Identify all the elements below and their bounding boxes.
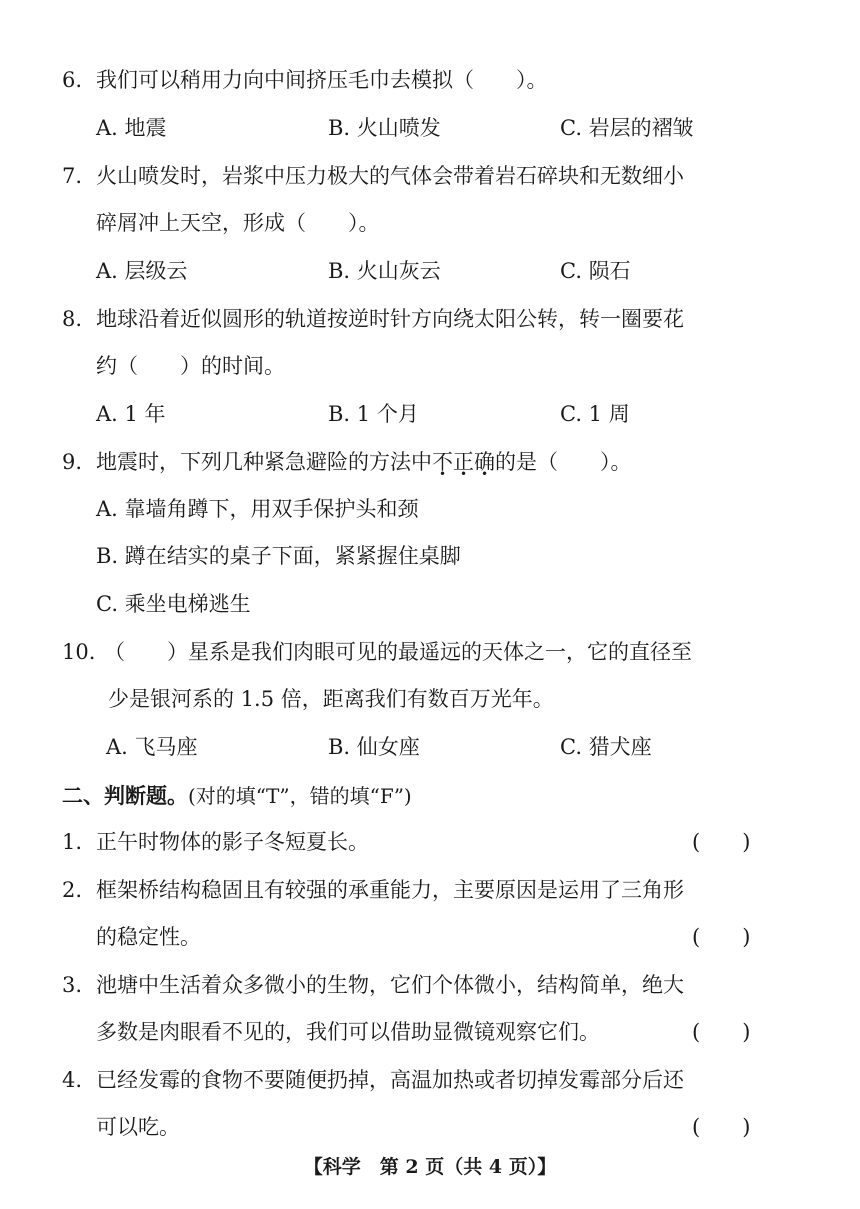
option-c: C. 1 周 (560, 402, 630, 426)
question-text-line2: 约（ ）的时间。 (96, 354, 285, 378)
answer-blank[interactable]: ( ) (692, 1020, 751, 1044)
option-a: A. 飞马座 (106, 735, 198, 759)
emphasis-char: 不 (432, 450, 453, 474)
answer-blank[interactable]: ( ) (692, 925, 751, 949)
option-c: C. 猎犬座 (560, 735, 652, 759)
option-a: A. 地震 (96, 116, 167, 140)
question-text-line1: 正午时物体的影子冬短夏长。 (96, 830, 369, 854)
option-c: C. 陨石 (560, 259, 631, 283)
section-note: (对的填“T”，错的填“F”) (188, 784, 412, 808)
question-text-line2: 碎屑冲上天空，形成（ ）。 (96, 211, 380, 235)
option-b: B. 火山喷发 (328, 116, 441, 140)
section-heading (62, 785, 412, 807)
question-number: 10. (62, 640, 96, 664)
option-c: C. 乘坐电梯逃生 (96, 592, 251, 616)
question-text-line1: 已经发霉的食物不要随便扔掉，高温加热或者切掉发霉部分后还 (96, 1068, 684, 1092)
question-text-line2: 多数是肉眼看不见的，我们可以借助显微镜观察它们。 (96, 1020, 600, 1044)
question-number: 1. (62, 830, 83, 854)
option-c: C. 岩层的褶皱 (560, 116, 694, 140)
question-text-post: 的是（ ）。 (495, 450, 632, 474)
question-text: 我们可以稍用力向中间挤压毛巾去模拟（ ）。 (96, 68, 548, 92)
question-text-line2: 的稳定性。 (96, 925, 201, 949)
option-a: A. 层级云 (96, 259, 188, 283)
question-number: 2. (62, 878, 83, 902)
question-text-line1: 池塘中生活着众多微小的生物，它们个体微小，结构简单，绝大 (96, 973, 684, 997)
question-number: 7. (62, 164, 83, 188)
option-a: A. 1 年 (96, 402, 166, 426)
question-text-line1: （ ）星系是我们肉眼可见的最遥远的天体之一，它的直径至 (104, 640, 692, 664)
option-b: B. 仙女座 (328, 735, 420, 759)
question-number: 8. (62, 307, 83, 331)
option-b: B. 蹲在结实的桌子下面，紧紧握住桌脚 (96, 544, 461, 568)
question-number: 4. (62, 1068, 83, 1092)
question-text-line2: 少是银河系的 1.5 倍，距离我们有数百万光年。 (108, 687, 554, 711)
page-footer: 【科学 第 2 页（共 4 页）】 (303, 1156, 557, 1178)
option-b: B. 1 个月 (328, 402, 419, 426)
question-text (96, 452, 632, 473)
question-text-line1: 火山喷发时，岩浆中压力极大的气体会带着岩石碎块和无数细小 (96, 164, 684, 188)
emphasis-char: 确 (474, 450, 495, 474)
emphasis-char: 正 (453, 450, 474, 474)
question-text-line2: 可以吃。 (96, 1115, 180, 1139)
option-b: B. 火山灰云 (328, 259, 441, 283)
answer-blank[interactable]: ( ) (692, 1115, 751, 1139)
section-title: 二、判断题。 (62, 783, 188, 808)
option-a: A. 靠墙角蹲下，用双手保护头和颈 (96, 497, 419, 521)
question-number: 3. (62, 973, 83, 997)
question-number: 9. (62, 450, 83, 474)
question-text-line1: 框架桥结构稳固且有较强的承重能力，主要原因是运用了三角形 (96, 878, 684, 902)
answer-blank[interactable]: ( ) (692, 830, 751, 854)
question-text-line1: 地球沿着近似圆形的轨道按逆时针方向绕太阳公转，转一圈要花 (96, 307, 684, 331)
question-text-pre: 地震时，下列几种紧急避险的方法中 (96, 450, 432, 474)
question-number: 6. (62, 68, 83, 92)
